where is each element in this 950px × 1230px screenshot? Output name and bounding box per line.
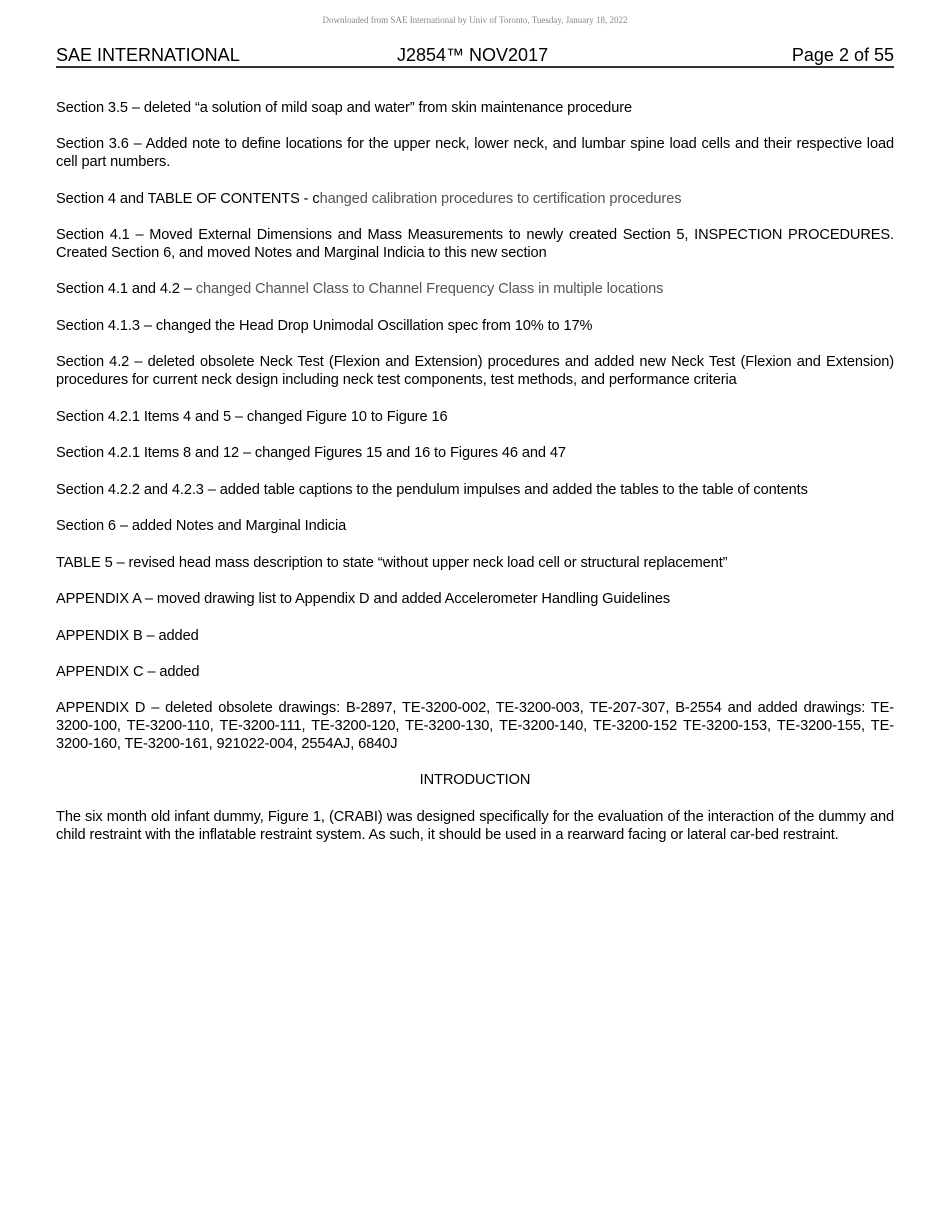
- revision-item: [56, 481, 894, 499]
- revision-text: Section 4 and TABLE OF CONTENTS - c: [56, 191, 320, 207]
- revision-text: APPENDIX A – moved drawing list to Appendix D and added Accelerometer Handling Guidelines: [56, 591, 671, 607]
- revision-text: Section 3.5 – deleted “a solution of mild soap and water” from skin maintenance procedure: [56, 100, 632, 116]
- revision-text: Section 4.2 – deleted obsolete Neck Test (Flexion and Extension) procedures and added new Neck Test (Flexion and Extension) procedures for current neck design including neck test components, test methods, and performance criteria: [56, 354, 894, 388]
- revision-text: Section 6 – added Notes and Marginal Indicia: [56, 518, 347, 534]
- download-notice: Downloaded from SAE International by Univ of Toronto, Tuesday, January 18, 2022: [322, 15, 628, 25]
- revision-item: [56, 353, 894, 389]
- revision-text: APPENDIX B – added: [56, 628, 199, 644]
- revision-item: [56, 554, 894, 572]
- revision-item: [56, 627, 894, 645]
- revision-text: APPENDIX C – added: [56, 664, 200, 680]
- revision-item: [56, 444, 894, 462]
- revision-text: Section 4.1 – Moved External Dimensions and Mass Measurements to newly created Section 5, INSPECTION PROCEDURES. Created Section 6, and moved Notes and Marginal Indicia to this new section: [56, 227, 894, 261]
- revision-item: [56, 663, 894, 681]
- revision-text: Section 4.2.1 Items 4 and 5 – changed Figure 10 to Figure 16: [56, 409, 448, 425]
- introduction-text: The six month old infant dummy, Figure 1, (CRABI) was designed specifically for the evaluation of the interaction of the dummy and child restraint with the inflatable restraint system. As such, it should be used in a rearward facing or lateral car-bed restraint.: [56, 809, 894, 843]
- revision-item: [56, 226, 894, 262]
- introduction-heading: INTRODUCTION: [419, 772, 531, 788]
- revision-text-changed: hanged calibration procedures to certification procedures: [319, 191, 682, 207]
- revision-text-changed: changed Channel Class to Channel Frequency Class in multiple locations: [195, 281, 664, 297]
- revision-item: [56, 190, 894, 208]
- header-page-number: Page 2 of 55: [791, 45, 894, 65]
- revision-item: [56, 517, 894, 535]
- revision-item: [56, 135, 894, 171]
- revision-item: [56, 99, 894, 117]
- revision-text: Section 4.1.3 – changed the Head Drop Unimodal Oscillation spec from 10% to 17%: [56, 318, 593, 334]
- revision-text: Section 3.6 – Added note to define locations for the upper neck, lower neck, and lumbar spine load cells and their respective load cell part numbers.: [56, 136, 894, 170]
- revision-text: TABLE 5 – revised head mass description to state “without upper neck load cell or structural replacement”: [56, 555, 728, 571]
- revision-item: [56, 590, 894, 608]
- header-org: SAE INTERNATIONAL: [56, 45, 240, 65]
- revision-item: [56, 699, 894, 753]
- revision-text: Section 4.2.2 and 4.2.3 – added table captions to the pendulum impulses and added the tables to the table of contents: [56, 482, 808, 498]
- revision-item: [56, 317, 894, 335]
- header-doc-id: J2854™ NOV2017: [397, 45, 549, 65]
- revision-item: [56, 408, 894, 426]
- revision-item: [56, 280, 894, 298]
- page-header: [56, 44, 894, 68]
- revision-text: Section 4.1 and 4.2 –: [56, 281, 196, 297]
- revision-text: APPENDIX D – deleted obsolete drawings: B-2897, TE-3200-002, TE-3200-003, TE-207-307, B-2554 and added drawings: TE-3200-100, TE-3200-110, TE-3200-111, TE-3200-120, TE-3200-130, TE-3200-140, TE-3200-152 TE-3200-153, TE-3200-155, TE-3200-160, TE-3200-161, 921022-004, 2554AJ, 6840J: [56, 700, 894, 752]
- revision-text: Section 4.2.1 Items 8 and 12 – changed Figures 15 and 16 to Figures 46 and 47: [56, 445, 566, 461]
